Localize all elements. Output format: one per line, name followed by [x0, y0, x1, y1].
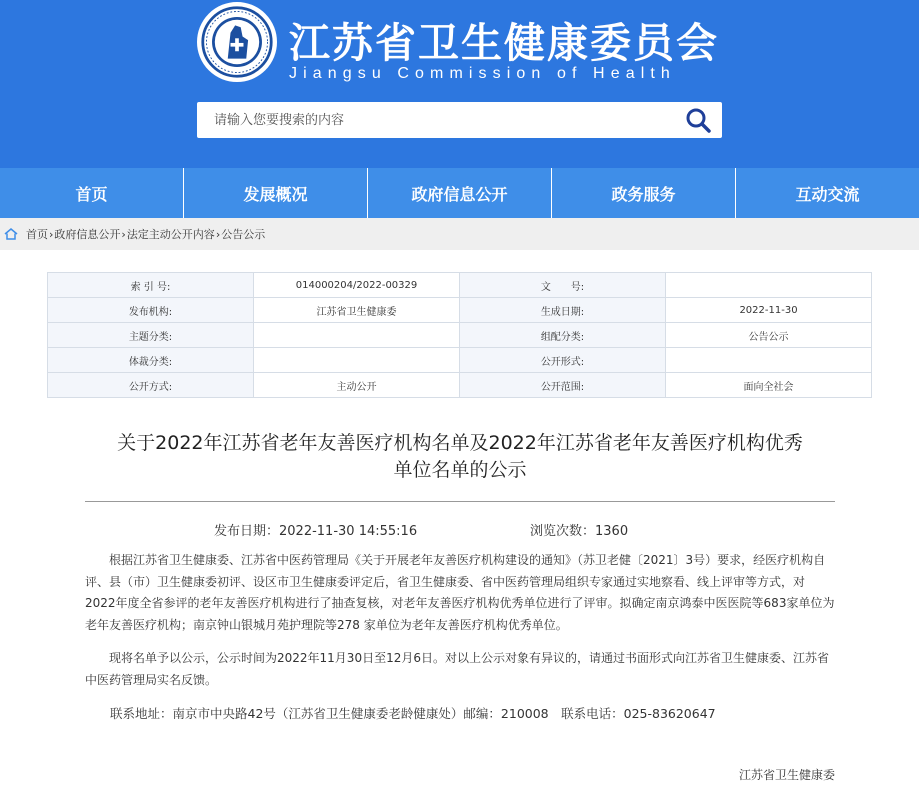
category-label: 组配分类:	[460, 323, 666, 348]
article-title	[60, 430, 860, 484]
disclosure-method-value: 主动公开	[254, 373, 460, 398]
table-row	[48, 323, 872, 348]
nav-item-services[interactable]: 政务服务	[552, 168, 736, 218]
breadcrumb-separator: ›	[49, 227, 54, 241]
publish-date-value: 2022-11-30 14:55:16	[279, 524, 418, 539]
contact-info: 联系地址：南京市中央路42号（江苏省卫生健康委老龄健康处）邮编：210008 联系电话：025-83620647	[110, 706, 716, 721]
nav-item-home[interactable]: 首页	[0, 168, 184, 218]
topic-label: 主题分类:	[48, 323, 254, 348]
index-value: 014000204/2022-00329	[254, 273, 460, 298]
home-icon	[4, 227, 18, 241]
article-title-line2: 单位名单的公示	[393, 459, 527, 481]
disclosure-form-label: 公开形式:	[460, 348, 666, 373]
genre-label: 体裁分类:	[48, 348, 254, 373]
search-input[interactable]	[197, 102, 667, 138]
metadata-table	[47, 272, 872, 398]
breadcrumb	[0, 218, 919, 250]
table-row	[48, 273, 872, 298]
disclosure-method-label: 公开方式:	[48, 373, 254, 398]
article-paragraph: 根据江苏省卫生健康委、江苏省中医药管理局《关于开展老年友善医疗机构建设的通知》（苏卫老健〔2021〕3号）要求，经医疗机构自评、县（市）卫生健康委初评、设区市卫生健康委评定后，省卫生健康委、省中医药管理局组织专家通过实地察看、线上评审等方式，对2022年度全省参评的老年友善医疗机构进行了抽查复核，对老年友善医疗机构优秀单位进行了评审。拟确定南京鸿泰中医医院等683家单位为老年友善医疗机构；南京钟山银城月苑护理院等278 家单位为老年友善医疗机构优秀单位。	[85, 553, 835, 632]
index-label: 索 引 号:	[48, 273, 254, 298]
breadcrumb-separator: ›	[121, 227, 126, 241]
title-divider	[85, 501, 835, 502]
table-row	[48, 298, 872, 323]
nav-item-interaction[interactable]: 互动交流	[795, 184, 860, 204]
disclosure-scope-label: 公开范围:	[460, 373, 666, 398]
created-date-value: 2022-11-30	[666, 298, 872, 323]
article-title-line1: 关于2022年江苏省老年友善医疗机构名单及2022年江苏省老年友善医疗机构优秀	[117, 432, 803, 454]
breadcrumb-home[interactable]: 首页	[26, 228, 48, 241]
search-icon[interactable]	[684, 106, 712, 134]
breadcrumb-gov-info[interactable]: 政府信息公开	[54, 228, 121, 241]
breadcrumb-announcement[interactable]: 公告公示	[221, 228, 266, 241]
genre-value	[254, 348, 460, 373]
article-signature: 江苏省卫生健康委	[738, 768, 835, 782]
main-nav	[0, 168, 919, 218]
table-row	[48, 373, 872, 398]
disclosure-form-value	[666, 348, 872, 373]
topic-value	[254, 323, 460, 348]
nav-item-gov-info[interactable]: 政府信息公开	[368, 168, 552, 218]
created-date-label: 生成日期:	[460, 298, 666, 323]
article-body	[85, 550, 835, 741]
view-count-label: 浏览次数：	[530, 524, 596, 539]
view-count-value: 1360	[595, 524, 629, 539]
search-box	[197, 102, 722, 138]
site-subtitle: Jiangsu Commission of Health	[289, 65, 676, 82]
view-count	[530, 520, 628, 539]
emblem-seal-icon[interactable]	[197, 2, 277, 82]
site-title: 江苏省卫生健康委员会	[289, 19, 719, 67]
category-value: 公告公示	[666, 323, 872, 348]
breadcrumb-separator: ›	[215, 227, 221, 241]
site-header	[0, 0, 919, 168]
publisher-value: 江苏省卫生健康委	[254, 298, 460, 323]
table-row	[48, 348, 872, 373]
publisher-label: 发布机构:	[48, 298, 254, 323]
disclosure-scope-value: 面向全社会	[666, 373, 872, 398]
breadcrumb-statutory[interactable]: 法定主动公开内容	[126, 228, 215, 241]
doc-number-label: 文 号:	[460, 273, 666, 298]
nav-item-overview[interactable]: 发展概况	[184, 168, 368, 218]
publish-date	[214, 520, 417, 539]
article-paragraph: 现将名单予以公示，公示时间为2022年11月30日至12月6日。对以上公示对象有异议的，请通过书面形式向江苏省卫生健康委、江苏省中医药管理局实名反馈。	[85, 651, 829, 687]
doc-number-value	[666, 273, 872, 298]
publish-date-label: 发布日期：	[214, 524, 280, 539]
